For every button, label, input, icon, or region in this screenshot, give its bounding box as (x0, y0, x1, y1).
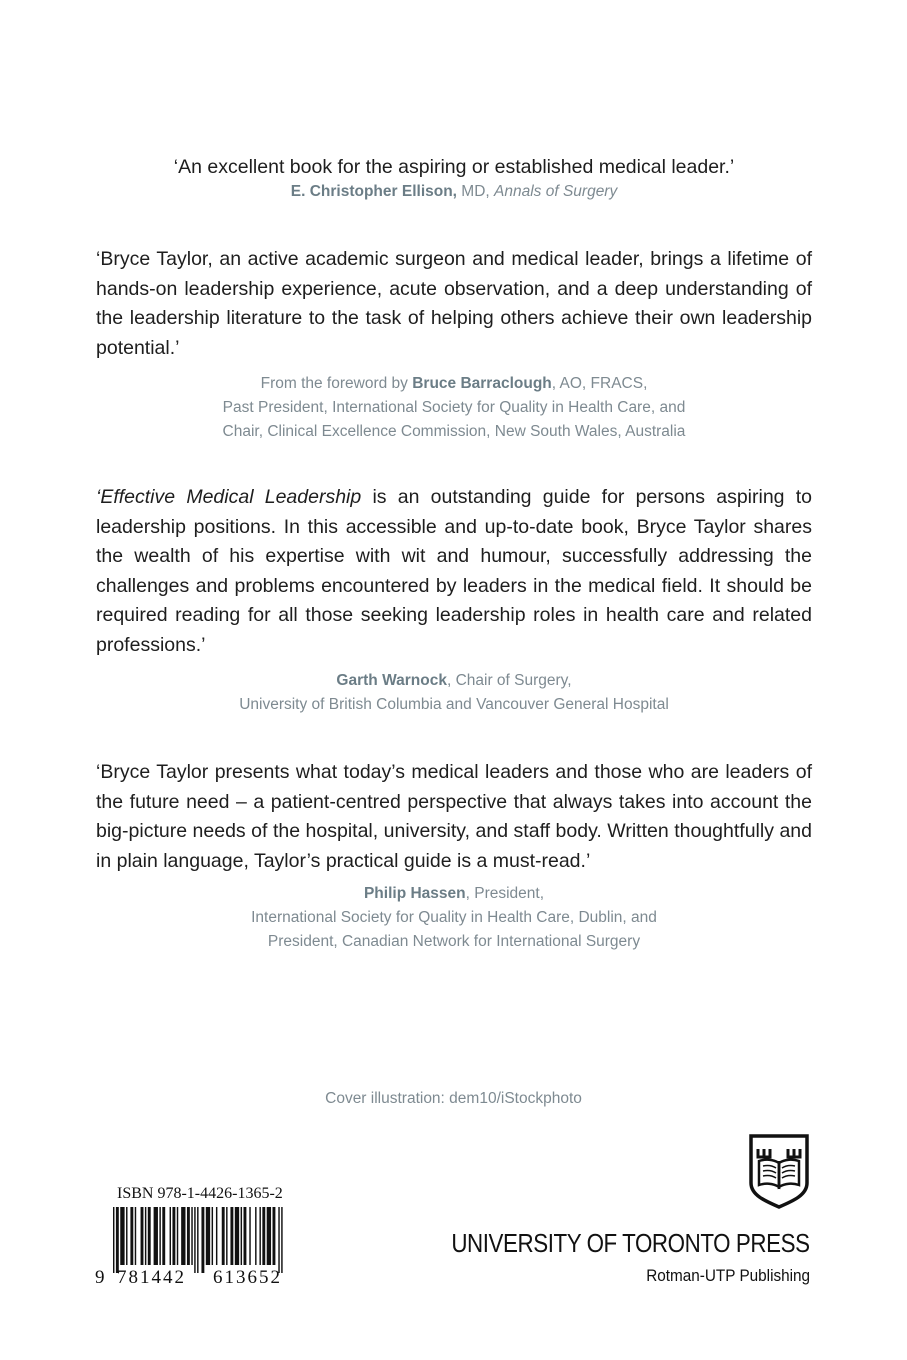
quote-2-attribution (96, 372, 812, 444)
quote-2-author: Bruce Barraclough (412, 375, 552, 392)
barcode-bar (206, 1207, 210, 1265)
quote-3-text (96, 483, 812, 660)
barcode-bar (201, 1207, 204, 1273)
barcode-bar (113, 1207, 114, 1273)
barcode-bar (120, 1207, 124, 1265)
barcode-bar (126, 1207, 127, 1265)
quote-4-attribution-line-1 (96, 882, 812, 906)
barcode-bar (116, 1207, 119, 1273)
barcode-bar (170, 1207, 171, 1265)
quote-3-author: Garth Warnock (336, 672, 447, 689)
quote-3-attribution (96, 669, 812, 717)
barcode-bar (145, 1207, 146, 1265)
barcode-bar (141, 1207, 144, 1265)
barcode-bar (255, 1207, 256, 1265)
barcode-bar (249, 1207, 250, 1265)
quote-1-journal: Annals of Surgery (494, 183, 618, 200)
barcode-bar (244, 1207, 247, 1265)
barcode-bar (216, 1207, 217, 1265)
barcode-bar (278, 1207, 279, 1273)
barcode-bar (154, 1207, 158, 1265)
barcode-bar (197, 1207, 198, 1273)
quote-2-attribution-line-1 (96, 372, 812, 396)
isbn-barcode (93, 1207, 313, 1287)
quote-1-author: E. Christopher Ellison, (290, 183, 457, 200)
barcode-bar (194, 1207, 195, 1273)
barcode-bar (241, 1207, 242, 1265)
barcode-bar (148, 1207, 151, 1265)
quote-2-text: ‘Bryce Taylor, an active academic surgeon and medical leader, brings a lifetime of hands-on leadership experience, acute observation, and a deep understanding of the leadership literature to the task of helping others achieve their own leadership potential.’ (96, 248, 812, 359)
publisher-imprint: Rotman-UTP Publishing (646, 1266, 810, 1285)
barcode-bar (159, 1207, 160, 1265)
cover-credit: Cover illustration: dem10/iStockphoto (325, 1090, 582, 1107)
barcode-bar (226, 1207, 227, 1265)
quote-1-credentials: MD, (456, 183, 495, 200)
barcode-bar (172, 1207, 175, 1265)
barcode-bar (191, 1207, 192, 1265)
publisher-name: UNIVERSITY OF TORONTO PRESS (451, 1228, 810, 1258)
barcode-digits-right: 613652 (213, 1267, 282, 1287)
barcode-bar (273, 1207, 276, 1265)
quote-4-attribution-line-3: President, Canadian Network for International Surgery (267, 933, 641, 950)
quote-4-author: Philip Hassen (363, 885, 466, 902)
quote-2-suffix: , AO, FRACS, (551, 375, 648, 392)
barcode-bar (135, 1207, 136, 1265)
barcode-bar (187, 1207, 190, 1265)
quote-4-attribution (96, 882, 812, 954)
barcode-bar (235, 1207, 239, 1265)
quote-3-attribution-line-2: University of British Columbia and Vancouver General Hospital (239, 696, 669, 713)
barcode-bar (177, 1207, 178, 1265)
quote-4-attribution-line-2: International Society for Quality in Health Care, Dublin, and (251, 909, 657, 926)
quote-3-book-title: ‘Effective Medical Leadership (96, 486, 362, 508)
barcode-bar (262, 1207, 265, 1265)
barcode-bar (259, 1207, 260, 1265)
barcode-digit-first: 9 (95, 1267, 105, 1287)
barcode-bar (230, 1207, 233, 1265)
book-shield-icon (748, 1133, 810, 1209)
barcode-bar (281, 1207, 282, 1273)
barcode-bar (267, 1207, 271, 1265)
quote-3-attribution-line-1 (96, 669, 812, 693)
quote-4-suffix: , President, (465, 885, 545, 902)
barcode-bar (162, 1207, 165, 1265)
quote-2-prefix: From the foreword by (260, 375, 413, 392)
quote-3-suffix: , Chair of Surgery, (446, 672, 572, 689)
barcode-bar (181, 1207, 185, 1265)
isbn-label: ISBN 978-1-4426-1365-2 (117, 1185, 283, 1202)
quote-4-text: ‘Bryce Taylor presents what today’s medical leaders and those who are leaders of the future need – a patient-centred perspective that always takes into account the big-picture needs of the hospital, university, and staff body. Written thoughtfully and in plain language, Taylor’s practical guide is a must-read.’ (96, 761, 812, 872)
barcode-bar (222, 1207, 225, 1265)
quote-1-attribution (96, 180, 812, 204)
quote-1-text: ‘An excellent book for the aspiring or established medical leader.’ (173, 156, 735, 178)
quote-3-body: is an outstanding guide for persons aspiring to leadership positions. In this accessible and up-to-date book, Bryce Taylor shares the wealth of his expertise with wit and humour, successfully addressing the challenges and problems encountered by leaders in the medical field. It should be required reading for all those seeking leadership roles in health care and related professions.’ (96, 486, 813, 656)
barcode-bar (130, 1207, 133, 1265)
barcode-bar (212, 1207, 213, 1265)
quote-2-attribution-line-2: Past President, International Society for Quality in Health Care, and (222, 399, 686, 416)
barcode-digits-left: 781442 (117, 1267, 186, 1287)
quote-2-attribution-line-3: Chair, Clinical Excellence Commission, New South Wales, Australia (222, 423, 686, 440)
